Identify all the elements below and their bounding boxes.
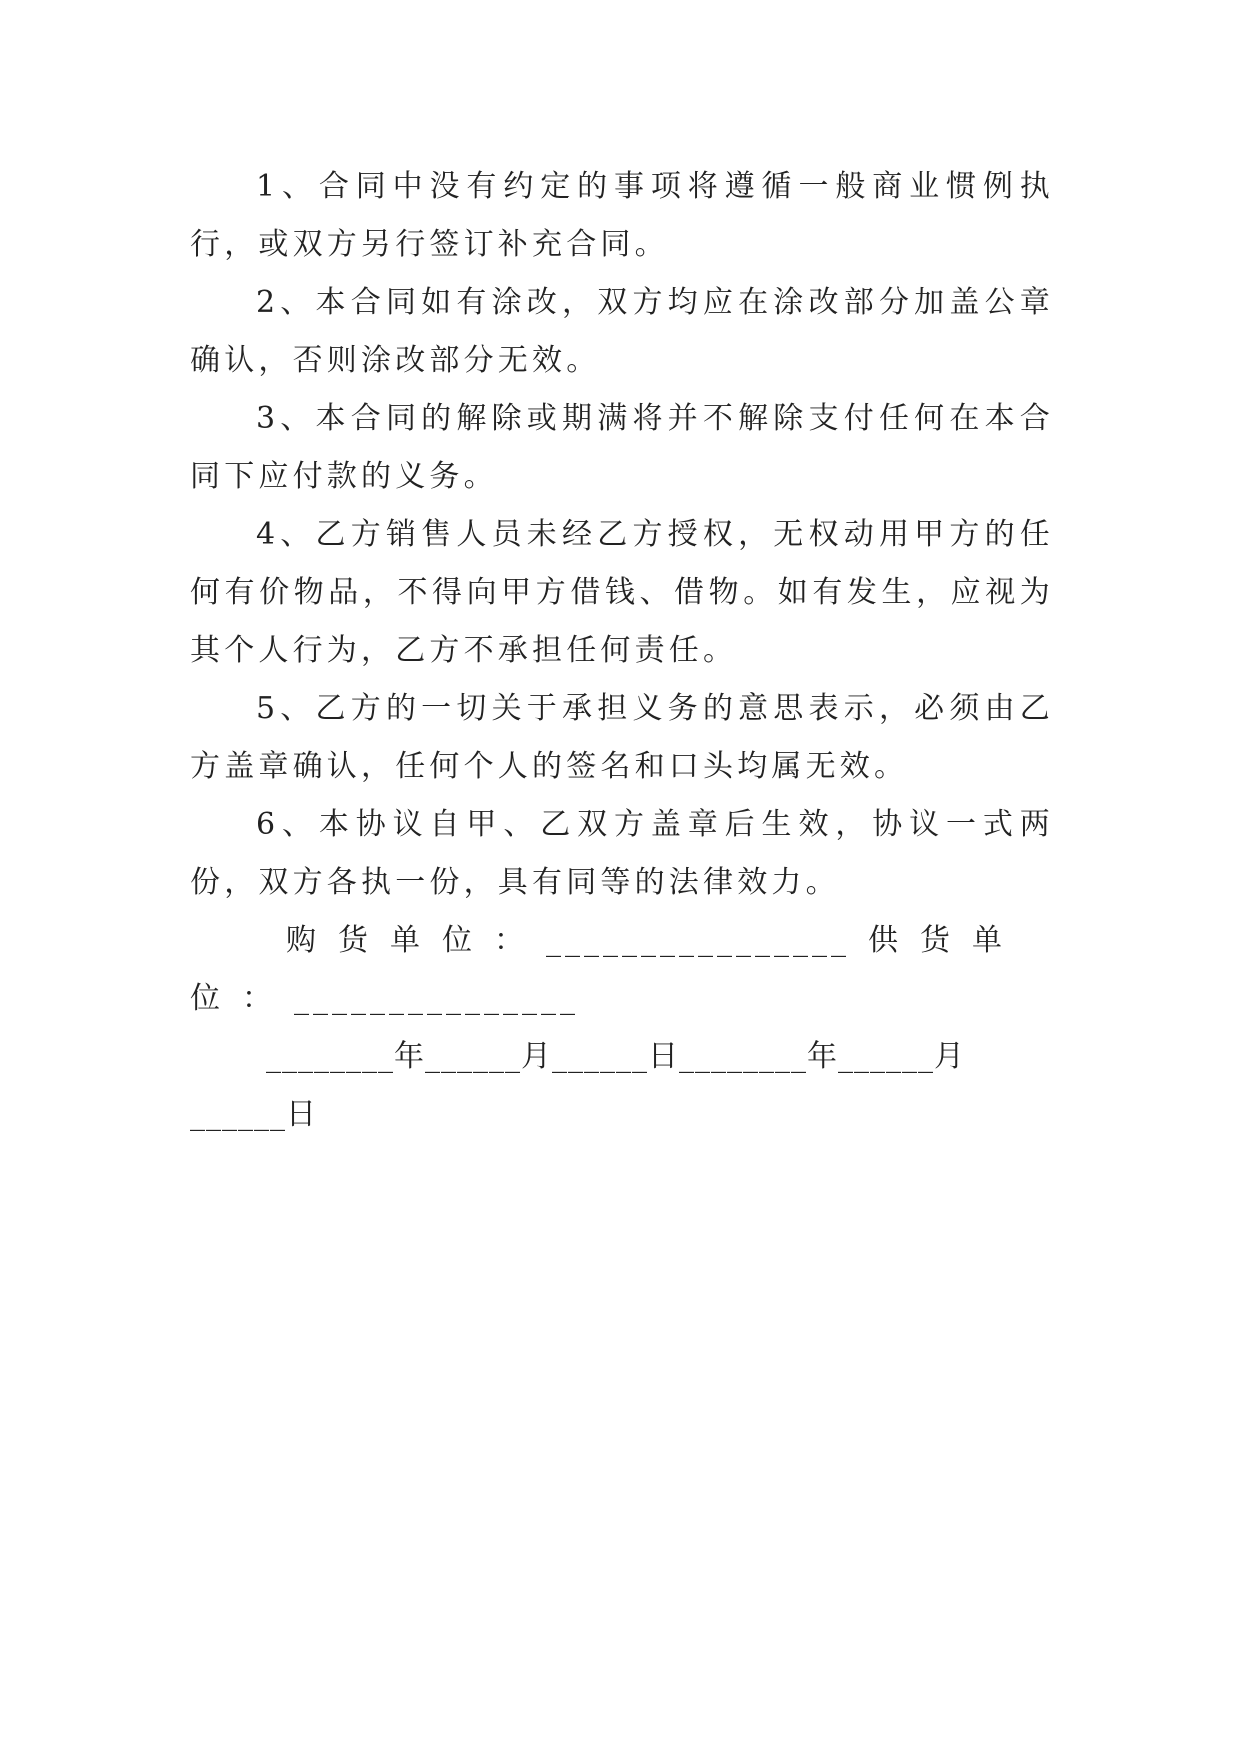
clause-3: 3、本合同的解除或期满将并不解除支付任何在本合同下应付款的义务。: [190, 401, 1054, 494]
clause-2: 2、本合同如有涂改，双方均应在涂改部分加盖公章确认，否则涂改部分无效。: [190, 285, 1054, 378]
clause-5: 5、乙方的一切关于承担义务的意思表示，必须由乙方盖章确认，任何个人的签名和口头均属无效。: [190, 691, 1054, 784]
seller-label: 供货单位：: [190, 923, 1024, 1016]
date-line: ________年______月______日________年______月______日: [190, 1039, 965, 1132]
clause-1: 1、合同中没有约定的事项将遵循一般商业惯例执行，或双方另行签订补充合同。: [190, 169, 1054, 262]
clause-6: 6、本协议自甲、乙双方盖章后生效，协议一式两份，双方各执一份，具有同等的法律效力。: [190, 807, 1054, 900]
signature-line: [190, 912, 1054, 1028]
contract-body: [190, 158, 1054, 1144]
buyer-blank: ________________: [546, 923, 850, 958]
clause-4: 4、乙方销售人员未经乙方授权，无权动用甲方的任何有价物品，不得向甲方借钱、借物。如有发生，应视为其个人行为，乙方不承担任何责任。: [190, 517, 1054, 668]
seller-blank: _______________: [294, 981, 579, 1016]
buyer-label: 购货单位：: [286, 923, 546, 958]
